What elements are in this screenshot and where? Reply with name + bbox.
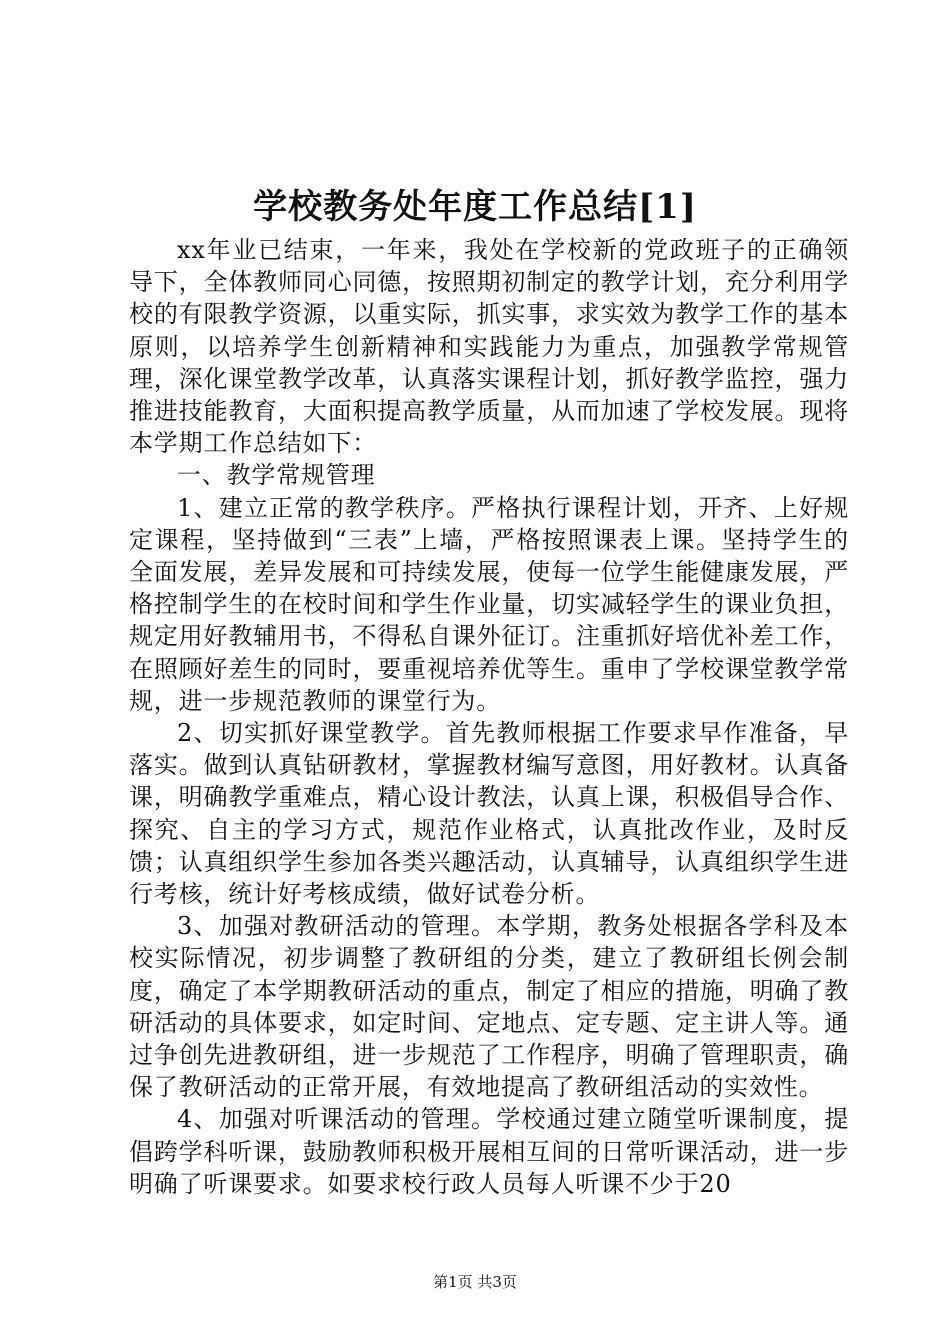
- section-heading-teaching-routine: 一、教学常规管理: [177, 461, 376, 490]
- paragraph-item-4: 4、加强对听课活动的管理。学校通过建立随堂听课制度，提倡跨学科听课，鼓励教师积极开展相互间的日常听课活动，进一步明确了听课要求。如要求校行政人员每人听课不少于20: [129, 1105, 849, 1198]
- paragraph-intro: xx年业已结束，一年来，我处在学校新的党政班子的正确领导下，全体教师同心同德，按照期初制定的教学计划，充分利用学校的有限教学资源，以重实际，抓实事，求实效为教学工作的基本原则，以培养学生创新精神和实践能力为重点，加强教学常规管理，深化课堂教学改革，认真落实课程计划，抓好教学监控，强力推进技能教育，大面积提高教学质量，从而加速了学校发展。现将本学期工作总结如下：: [129, 236, 849, 458]
- paragraph-item-2: 2、切实抓好课堂教学。首先教师根据工作要求早作准备，早落实。做到认真钻研教材，掌握教材编写意图，用好教材。认真备课，明确教学重难点，精心设计教法，认真上课，积极倡导合作、探究、自主的学习方式，规范作业格式，认真批改作业，及时反馈；认真组织学生参加各类兴趣活动，认真辅导，认真组织学生进行考核，统计好考核成绩，做好试卷分析。: [129, 719, 849, 909]
- paragraph-item-3: 3、加强对教研活动的管理。本学期，教务处根据各学科及本校实际情况，初步调整了教研组的分类，建立了教研组长例会制度，确定了本学期教研活动的重点，制定了相应的措施，明确了教研活动的具体要求，如定时间、定地点、定专题、定主讲人等。通过争创先进教研组，进一步规范了工作程序，明确了管理职责，确保了教研活动的正常开展，有效地提高了教研组活动的实效性。: [129, 912, 849, 1102]
- page-footer: 第1页 共3页: [433, 1273, 517, 1291]
- document-body: [129, 234, 849, 1200]
- document-title: 学校教务处年度工作总结[1]: [253, 187, 697, 227]
- paragraph-item-1: 1、建立正常的教学秩序。严格执行课程计划，开齐、上好规定课程，坚持做到“三表”上墙，严格按照课表上课。坚持学生的全面发展，差异发展和可持续发展，使每一位学生能健康发展，严格控制学生的在校时间和学生作业量，切实减轻学生的课业负担，规定用好教辅用书，不得私自课外征订。注重抓好培优补差工作，在照顾好差生的同时，要重视培养优等生。重申了学校课堂教学常规，进一步规范教师的课堂行为。: [129, 493, 849, 715]
